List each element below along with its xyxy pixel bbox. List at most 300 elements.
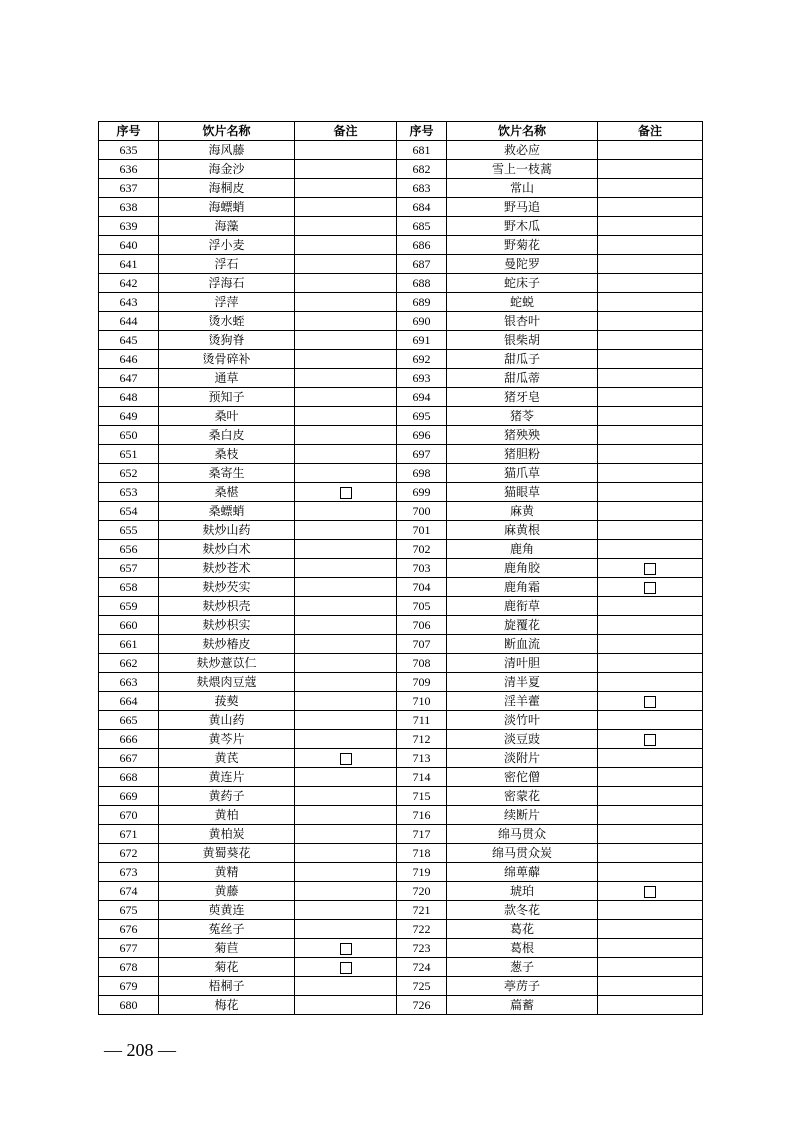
cell-serial-left: 667: [99, 749, 159, 768]
cell-remark-left: [295, 977, 397, 996]
cell-name-left: 桑螵蛸: [159, 502, 295, 521]
cell-name-left: 萸黄连: [159, 901, 295, 920]
table-row: [99, 540, 703, 559]
cell-name-right: 清半夏: [447, 673, 598, 692]
header-name-left: 饮片名称: [159, 122, 295, 141]
cell-remark-left: [295, 426, 397, 445]
cell-name-right: 银杏叶: [447, 312, 598, 331]
cell-remark-right: [598, 198, 703, 217]
cell-name-left: 黄芩片: [159, 730, 295, 749]
header-serial-right: 序号: [397, 122, 447, 141]
cell-serial-right: 718: [397, 844, 447, 863]
cell-remark-left: [295, 388, 397, 407]
cell-serial-right: 708: [397, 654, 447, 673]
cell-remark-right: [598, 882, 703, 901]
table-row: [99, 920, 703, 939]
cell-remark-left: [295, 996, 397, 1015]
cell-serial-left: 645: [99, 331, 159, 350]
table-row: [99, 616, 703, 635]
cell-remark-right: [598, 141, 703, 160]
cell-remark-right: [598, 749, 703, 768]
cell-serial-right: 701: [397, 521, 447, 540]
cell-serial-right: 694: [397, 388, 447, 407]
cell-serial-left: 662: [99, 654, 159, 673]
cell-name-right: 麻黄根: [447, 521, 598, 540]
cell-serial-left: 644: [99, 312, 159, 331]
cell-name-left: 海藻: [159, 217, 295, 236]
table-row: [99, 331, 703, 350]
cell-remark-left: [295, 502, 397, 521]
cell-name-left: 黄柏: [159, 806, 295, 825]
cell-serial-left: 637: [99, 179, 159, 198]
cell-name-right: 猪牙皂: [447, 388, 598, 407]
cell-remark-right: [598, 331, 703, 350]
cell-serial-left: 675: [99, 901, 159, 920]
cell-name-right: 密蒙花: [447, 787, 598, 806]
page-number: — 208 —: [104, 1040, 176, 1060]
cell-serial-left: 653: [99, 483, 159, 502]
table-row: [99, 711, 703, 730]
cell-serial-right: 719: [397, 863, 447, 882]
cell-serial-right: 683: [397, 179, 447, 198]
cell-name-left: 麸炒白术: [159, 540, 295, 559]
cell-serial-right: 726: [397, 996, 447, 1015]
cell-name-left: 麸炒苍术: [159, 559, 295, 578]
cell-remark-right: [598, 996, 703, 1015]
cell-name-left: 桑枝: [159, 445, 295, 464]
table-row: [99, 293, 703, 312]
cell-remark-left: [295, 863, 397, 882]
cell-name-right: 鹿角胶: [447, 559, 598, 578]
cell-remark-right: [598, 559, 703, 578]
cell-name-right: 淡附片: [447, 749, 598, 768]
cell-name-right: 绵萆薢: [447, 863, 598, 882]
cell-remark-right: [598, 160, 703, 179]
cell-remark-left: [295, 312, 397, 331]
cell-serial-right: 697: [397, 445, 447, 464]
cell-name-right: 雪上一枝蒿: [447, 160, 598, 179]
cell-serial-right: 713: [397, 749, 447, 768]
cell-remark-left: [295, 673, 397, 692]
cell-name-right: 甜瓜蒂: [447, 369, 598, 388]
header-remark-right: 备注: [598, 122, 703, 141]
cell-serial-right: 714: [397, 768, 447, 787]
cell-serial-right: 717: [397, 825, 447, 844]
cell-serial-left: 642: [99, 274, 159, 293]
cell-serial-right: 703: [397, 559, 447, 578]
cell-remark-right: [598, 787, 703, 806]
cell-name-right: 猪胆粉: [447, 445, 598, 464]
cell-name-right: 绵马贯众炭: [447, 844, 598, 863]
cell-serial-left: 652: [99, 464, 159, 483]
cell-name-left: 浮萍: [159, 293, 295, 312]
table-row: [99, 692, 703, 711]
cell-serial-left: 670: [99, 806, 159, 825]
cell-serial-right: 709: [397, 673, 447, 692]
cell-serial-left: 650: [99, 426, 159, 445]
table-row: [99, 863, 703, 882]
table-row: [99, 521, 703, 540]
cell-name-right: 银柴胡: [447, 331, 598, 350]
cell-remark-left: [295, 141, 397, 160]
cell-remark-left: [295, 369, 397, 388]
cell-serial-left: 669: [99, 787, 159, 806]
cell-serial-left: 679: [99, 977, 159, 996]
cell-remark-left: [295, 616, 397, 635]
table-body: [99, 141, 703, 1015]
cell-serial-right: 712: [397, 730, 447, 749]
cell-remark-right: [598, 977, 703, 996]
cell-remark-left: [295, 825, 397, 844]
cell-remark-right: [598, 369, 703, 388]
checkbox-square-icon: [644, 734, 656, 746]
cell-serial-right: 687: [397, 255, 447, 274]
cell-serial-left: 636: [99, 160, 159, 179]
cell-remark-right: [598, 464, 703, 483]
cell-remark-right: [598, 179, 703, 198]
cell-name-left: 浮石: [159, 255, 295, 274]
cell-name-left: 桑寄生: [159, 464, 295, 483]
cell-remark-left: [295, 293, 397, 312]
cell-name-left: 黄蜀葵花: [159, 844, 295, 863]
cell-remark-right: [598, 920, 703, 939]
checkbox-square-icon: [340, 753, 352, 765]
cell-name-right: 野马追: [447, 198, 598, 217]
cell-remark-left: [295, 236, 397, 255]
cell-serial-right: 710: [397, 692, 447, 711]
cell-name-left: 黄柏炭: [159, 825, 295, 844]
cell-name-left: 黄连片: [159, 768, 295, 787]
cell-name-right: 绵马贯众: [447, 825, 598, 844]
cell-name-right: 密佗僧: [447, 768, 598, 787]
cell-serial-left: 661: [99, 635, 159, 654]
table-row: [99, 901, 703, 920]
cell-serial-left: 677: [99, 939, 159, 958]
cell-name-right: 淡竹叶: [447, 711, 598, 730]
cell-remark-left: [295, 198, 397, 217]
cell-remark-right: [598, 483, 703, 502]
table-row: [99, 502, 703, 521]
cell-remark-right: [598, 312, 703, 331]
cell-name-right: 清叶胆: [447, 654, 598, 673]
cell-serial-right: 690: [397, 312, 447, 331]
cell-remark-right: [598, 217, 703, 236]
cell-name-left: 菝葜: [159, 692, 295, 711]
cell-name-right: 麻黄: [447, 502, 598, 521]
cell-name-right: 淡豆豉: [447, 730, 598, 749]
cell-serial-right: 688: [397, 274, 447, 293]
cell-name-right: 常山: [447, 179, 598, 198]
cell-serial-right: 699: [397, 483, 447, 502]
cell-name-right: 琥珀: [447, 882, 598, 901]
cell-name-right: 葱子: [447, 958, 598, 977]
cell-serial-left: 674: [99, 882, 159, 901]
table-row: [99, 559, 703, 578]
cell-remark-right: [598, 635, 703, 654]
cell-name-left: 海金沙: [159, 160, 295, 179]
cell-remark-right: [598, 255, 703, 274]
cell-remark-right: [598, 768, 703, 787]
cell-serial-right: 684: [397, 198, 447, 217]
cell-remark-left: [295, 711, 397, 730]
table-row: [99, 464, 703, 483]
table-row: [99, 578, 703, 597]
cell-name-left: 菊苣: [159, 939, 295, 958]
cell-serial-right: 711: [397, 711, 447, 730]
cell-remark-left: [295, 958, 397, 977]
cell-name-left: 梧桐子: [159, 977, 295, 996]
cell-serial-left: 672: [99, 844, 159, 863]
table-row: [99, 483, 703, 502]
cell-serial-left: 649: [99, 407, 159, 426]
cell-name-right: 葶苈子: [447, 977, 598, 996]
cell-serial-left: 673: [99, 863, 159, 882]
cell-remark-left: [295, 901, 397, 920]
cell-remark-right: [598, 711, 703, 730]
cell-name-right: 蛇蜕: [447, 293, 598, 312]
cell-name-left: 麸炒枳壳: [159, 597, 295, 616]
cell-name-right: 鹿角霜: [447, 578, 598, 597]
cell-name-left: 海桐皮: [159, 179, 295, 198]
table-row: [99, 730, 703, 749]
cell-name-left: 菊花: [159, 958, 295, 977]
cell-name-right: 猪苓: [447, 407, 598, 426]
table-row: [99, 806, 703, 825]
cell-remark-left: [295, 844, 397, 863]
table-row: [99, 350, 703, 369]
cell-name-left: 黄藤: [159, 882, 295, 901]
table-row: [99, 654, 703, 673]
cell-remark-right: [598, 958, 703, 977]
cell-name-right: 曼陀罗: [447, 255, 598, 274]
cell-remark-left: [295, 882, 397, 901]
checkbox-square-icon: [644, 886, 656, 898]
checkbox-square-icon: [644, 696, 656, 708]
cell-remark-left: [295, 730, 397, 749]
cell-remark-right: [598, 502, 703, 521]
cell-serial-right: 696: [397, 426, 447, 445]
cell-name-left: 烫骨碎补: [159, 350, 295, 369]
cell-remark-right: [598, 407, 703, 426]
table-row: [99, 996, 703, 1015]
cell-name-left: 黄芪: [159, 749, 295, 768]
cell-remark-right: [598, 616, 703, 635]
cell-remark-left: [295, 179, 397, 198]
cell-remark-right: [598, 863, 703, 882]
cell-name-right: 蛇床子: [447, 274, 598, 293]
cell-serial-left: 680: [99, 996, 159, 1015]
cell-remark-left: [295, 331, 397, 350]
cell-serial-right: 689: [397, 293, 447, 312]
cell-remark-left: [295, 521, 397, 540]
cell-remark-left: [295, 749, 397, 768]
cell-remark-left: [295, 939, 397, 958]
table-row: [99, 141, 703, 160]
cell-serial-right: 698: [397, 464, 447, 483]
cell-serial-left: 647: [99, 369, 159, 388]
cell-name-left: 海螵蛸: [159, 198, 295, 217]
cell-remark-left: [295, 597, 397, 616]
cell-remark-left: [295, 578, 397, 597]
table-row: [99, 217, 703, 236]
cell-serial-left: 640: [99, 236, 159, 255]
cell-serial-right: 681: [397, 141, 447, 160]
cell-serial-right: 691: [397, 331, 447, 350]
cell-serial-left: 660: [99, 616, 159, 635]
table-row: [99, 882, 703, 901]
table-row: [99, 445, 703, 464]
table-row: [99, 635, 703, 654]
cell-serial-right: 720: [397, 882, 447, 901]
cell-serial-left: 658: [99, 578, 159, 597]
cell-remark-right: [598, 426, 703, 445]
herb-table-container: [98, 121, 702, 1015]
table-row: [99, 825, 703, 844]
cell-remark-right: [598, 901, 703, 920]
cell-serial-left: 668: [99, 768, 159, 787]
table-row: [99, 255, 703, 274]
cell-remark-left: [295, 464, 397, 483]
cell-serial-right: 723: [397, 939, 447, 958]
cell-remark-left: [295, 350, 397, 369]
cell-name-left: 桑椹: [159, 483, 295, 502]
cell-remark-right: [598, 806, 703, 825]
cell-name-right: 野木瓜: [447, 217, 598, 236]
table-header-row: [99, 122, 703, 141]
cell-remark-left: [295, 559, 397, 578]
cell-remark-left: [295, 255, 397, 274]
checkbox-square-icon: [340, 962, 352, 974]
cell-remark-left: [295, 768, 397, 787]
header-serial-left: 序号: [99, 122, 159, 141]
cell-serial-left: 659: [99, 597, 159, 616]
table-row: [99, 939, 703, 958]
cell-name-right: 萹蓄: [447, 996, 598, 1015]
table-row: [99, 388, 703, 407]
cell-serial-left: 648: [99, 388, 159, 407]
cell-name-left: 黄山药: [159, 711, 295, 730]
cell-serial-left: 641: [99, 255, 159, 274]
cell-name-right: 野菊花: [447, 236, 598, 255]
cell-name-left: 桑白皮: [159, 426, 295, 445]
cell-serial-right: 715: [397, 787, 447, 806]
cell-remark-right: [598, 236, 703, 255]
cell-serial-right: 721: [397, 901, 447, 920]
table-row: [99, 179, 703, 198]
cell-remark-right: [598, 274, 703, 293]
cell-serial-right: 722: [397, 920, 447, 939]
cell-name-right: 鹿衔草: [447, 597, 598, 616]
cell-name-left: 麸炒枳实: [159, 616, 295, 635]
cell-name-right: 旋覆花: [447, 616, 598, 635]
cell-serial-left: 651: [99, 445, 159, 464]
cell-name-left: 麸炒椿皮: [159, 635, 295, 654]
cell-serial-left: 678: [99, 958, 159, 977]
cell-remark-right: [598, 730, 703, 749]
cell-remark-left: [295, 445, 397, 464]
table-row: [99, 768, 703, 787]
cell-serial-right: 692: [397, 350, 447, 369]
header-remark-left: 备注: [295, 122, 397, 141]
cell-name-right: 断血流: [447, 635, 598, 654]
checkbox-square-icon: [340, 487, 352, 499]
table-row: [99, 597, 703, 616]
cell-remark-right: [598, 388, 703, 407]
cell-remark-left: [295, 654, 397, 673]
cell-name-right: 鹿角: [447, 540, 598, 559]
herb-table: [98, 121, 703, 1015]
cell-name-left: 麸炒芡实: [159, 578, 295, 597]
cell-name-left: 梅花: [159, 996, 295, 1015]
cell-remark-left: [295, 920, 397, 939]
table-row: [99, 312, 703, 331]
table-row: [99, 787, 703, 806]
cell-remark-left: [295, 692, 397, 711]
cell-serial-left: 676: [99, 920, 159, 939]
cell-remark-right: [598, 293, 703, 312]
table-row: [99, 407, 703, 426]
cell-serial-left: 655: [99, 521, 159, 540]
cell-serial-right: 704: [397, 578, 447, 597]
cell-remark-right: [598, 844, 703, 863]
cell-remark-left: [295, 407, 397, 426]
cell-serial-left: 638: [99, 198, 159, 217]
cell-serial-right: 716: [397, 806, 447, 825]
cell-remark-right: [598, 540, 703, 559]
cell-serial-left: 671: [99, 825, 159, 844]
cell-serial-left: 663: [99, 673, 159, 692]
checkbox-square-icon: [644, 582, 656, 594]
cell-serial-left: 656: [99, 540, 159, 559]
header-name-right: 饮片名称: [447, 122, 598, 141]
cell-name-left: 通草: [159, 369, 295, 388]
cell-serial-right: 707: [397, 635, 447, 654]
cell-remark-left: [295, 540, 397, 559]
cell-remark-left: [295, 217, 397, 236]
cell-name-left: 浮海石: [159, 274, 295, 293]
cell-name-right: 淫羊藿: [447, 692, 598, 711]
cell-serial-right: 695: [397, 407, 447, 426]
cell-remark-left: [295, 483, 397, 502]
cell-serial-right: 702: [397, 540, 447, 559]
cell-serial-left: 654: [99, 502, 159, 521]
cell-name-right: 甜瓜子: [447, 350, 598, 369]
cell-serial-right: 706: [397, 616, 447, 635]
cell-name-right: 葛根: [447, 939, 598, 958]
cell-remark-left: [295, 806, 397, 825]
table-row: [99, 749, 703, 768]
cell-name-left: 菟丝子: [159, 920, 295, 939]
cell-remark-right: [598, 597, 703, 616]
cell-serial-left: 643: [99, 293, 159, 312]
cell-remark-right: [598, 578, 703, 597]
cell-name-right: 猪殃殃: [447, 426, 598, 445]
cell-serial-right: 724: [397, 958, 447, 977]
cell-remark-left: [295, 274, 397, 293]
table-row: [99, 236, 703, 255]
cell-serial-left: 664: [99, 692, 159, 711]
cell-remark-right: [598, 654, 703, 673]
cell-remark-right: [598, 350, 703, 369]
cell-name-right: 猫爪草: [447, 464, 598, 483]
checkbox-square-icon: [340, 943, 352, 955]
cell-name-left: 桑叶: [159, 407, 295, 426]
table-row: [99, 673, 703, 692]
table-row: [99, 426, 703, 445]
table-row: [99, 274, 703, 293]
cell-name-right: 葛花: [447, 920, 598, 939]
cell-serial-right: 693: [397, 369, 447, 388]
